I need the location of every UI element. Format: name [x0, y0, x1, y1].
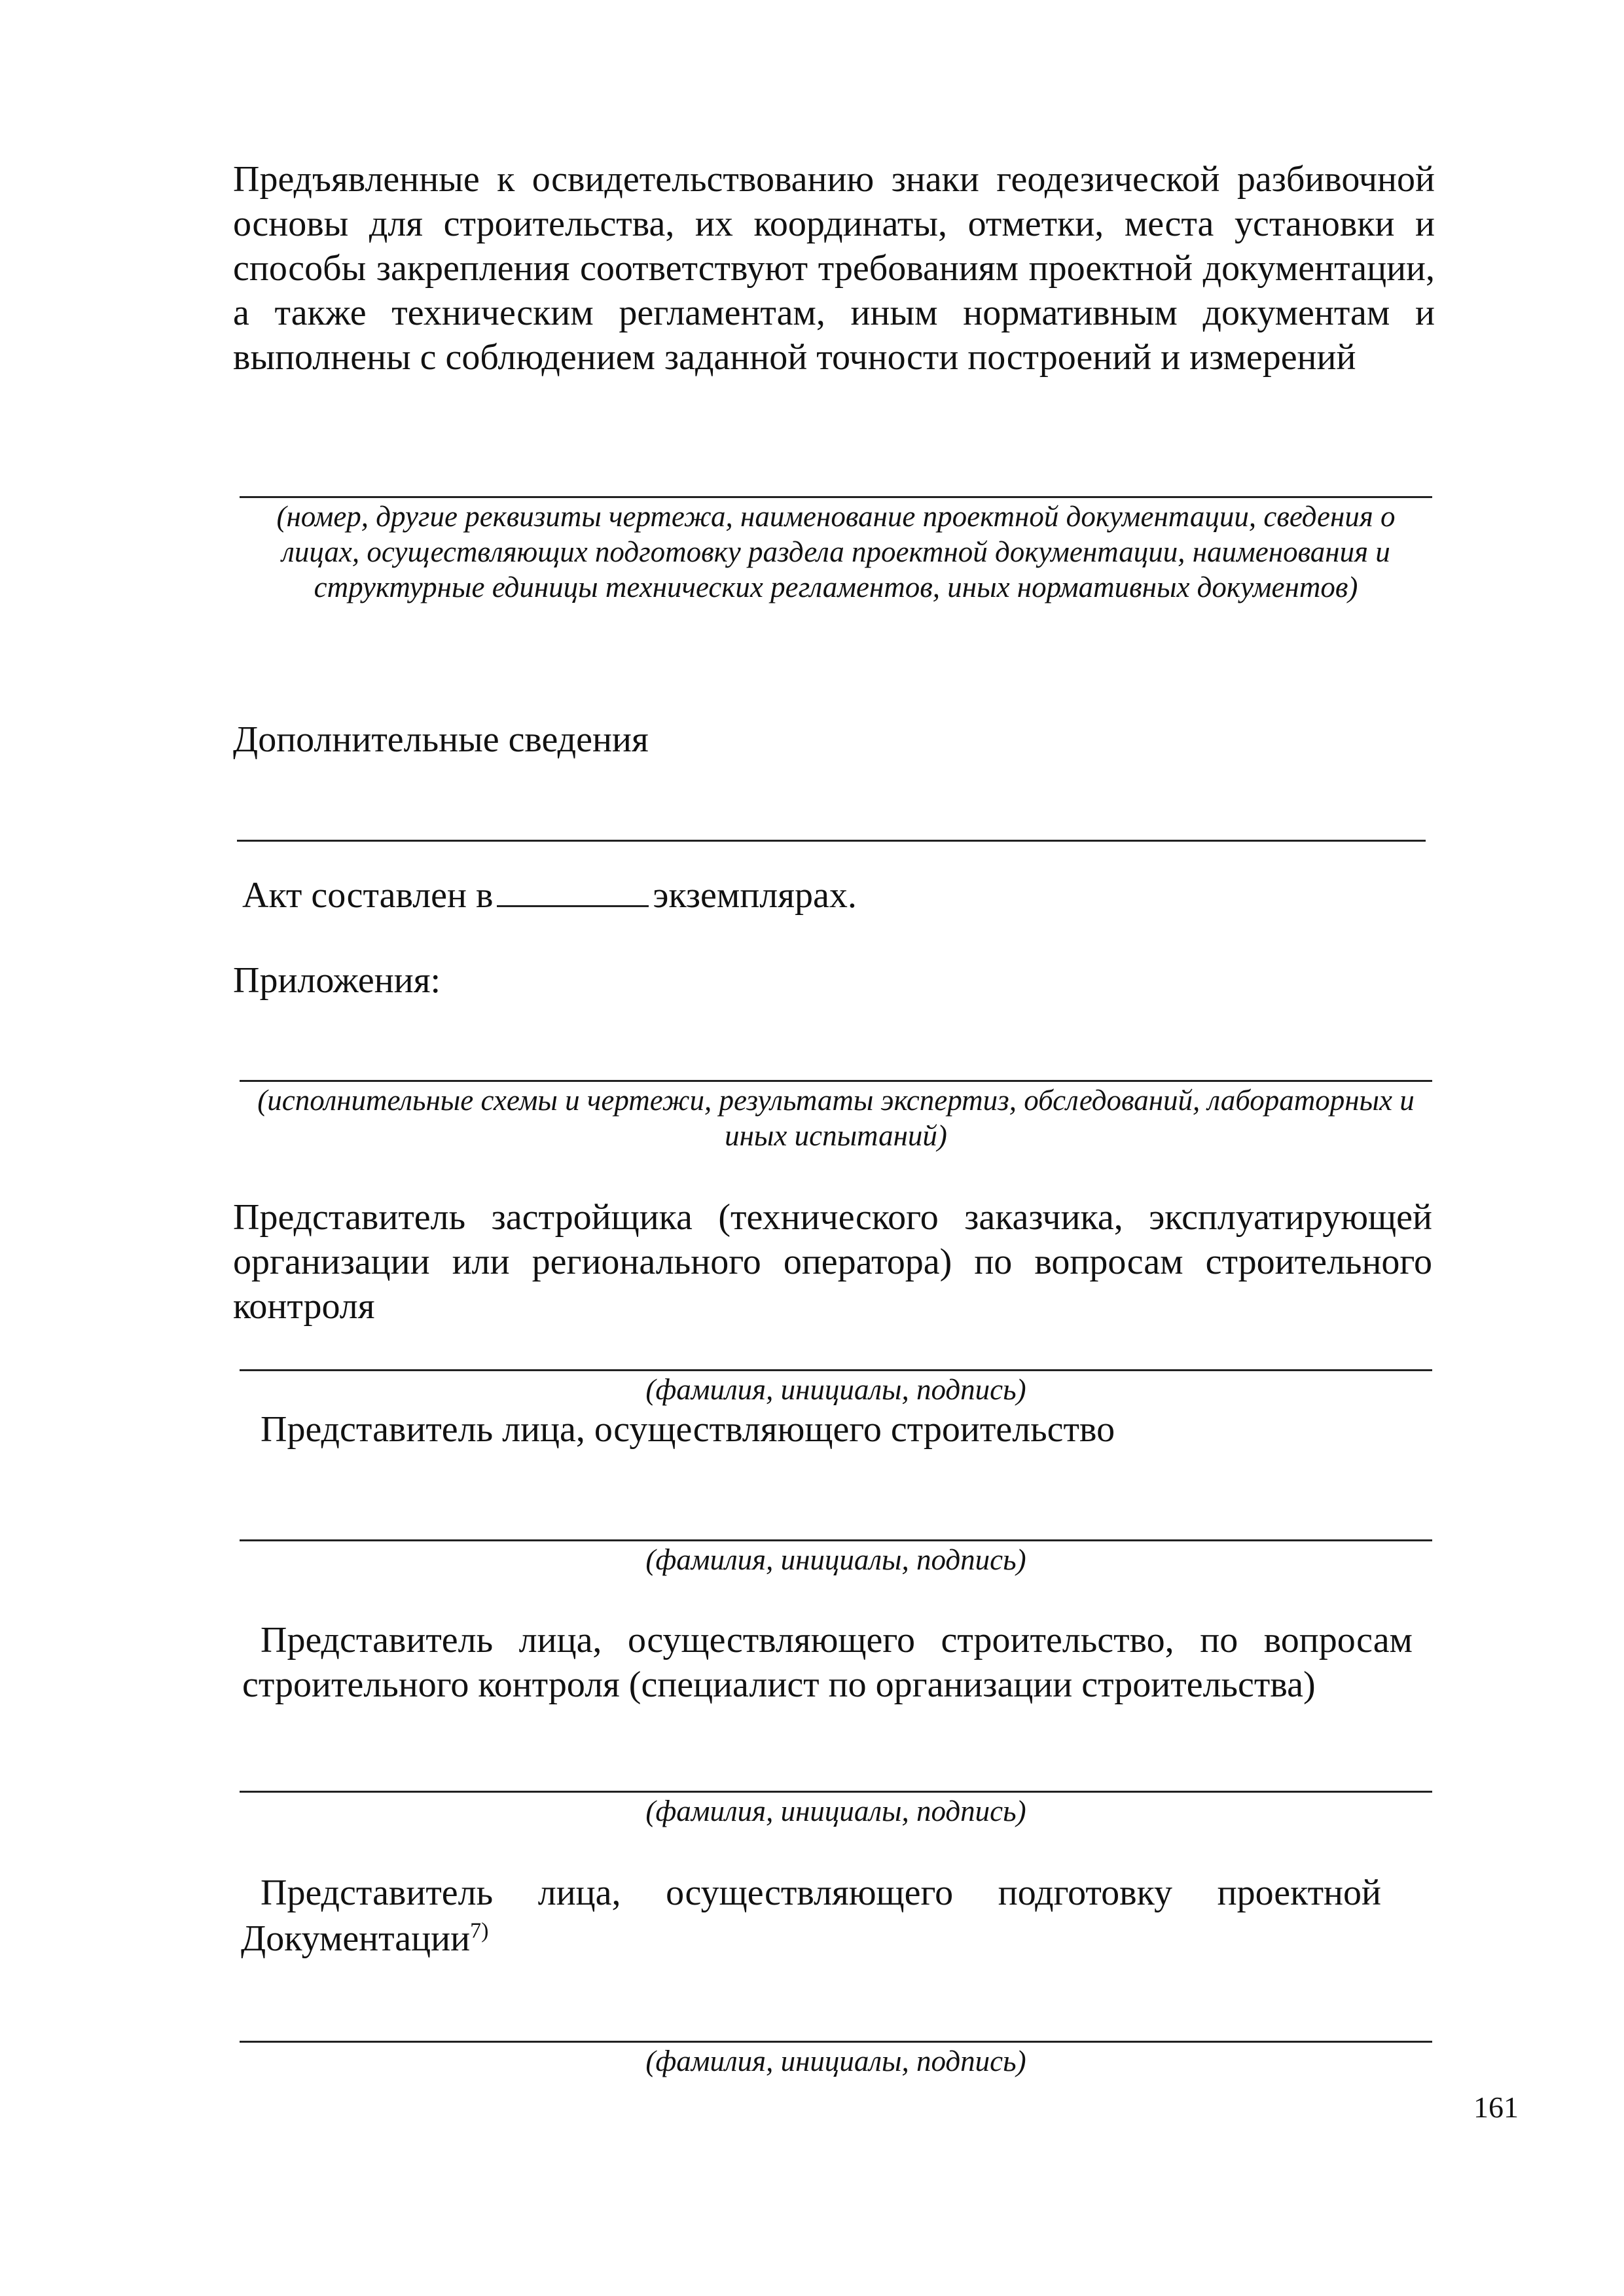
copies-prefix: Акт составлен в — [242, 875, 494, 916]
signature-rule-developer — [240, 1369, 1432, 1371]
signature-role-contractor-control: Представитель лица, осуществляющего строительство, по вопросам строительного контроля (специалист по организации строительства) — [242, 1620, 1413, 1705]
copies-count-blank — [497, 876, 649, 907]
project-docs-rule — [240, 496, 1432, 498]
signature-role-designer-line1: Представитель лица, осуществляющего подготовку проектной — [261, 1873, 1381, 1913]
signature-caption-contractor-control: (фамилия, инициалы, подпись) — [645, 1795, 1026, 1827]
copies-line — [242, 873, 1420, 918]
attachments-label: Приложения: — [233, 960, 441, 1001]
signature-caption-developer: (фамилия, инициалы, подпись) — [645, 1373, 1026, 1406]
signature-rule-contractor — [240, 1539, 1432, 1541]
additional-info-rule — [237, 840, 1426, 842]
attachments-caption: (исполнительные схемы и чертежи, результаты экспертиз, обследований, лабораторных и иных испытаний) — [257, 1084, 1415, 1152]
attachments-rule — [240, 1080, 1432, 1082]
additional-info-label: Дополнительные сведения — [233, 719, 649, 760]
copies-suffix: экземплярах. — [653, 875, 857, 916]
signature-role-designer-line2 — [241, 1916, 1026, 1961]
signature-rule-contractor-control — [240, 1791, 1432, 1793]
signature-role-contractor: Представитель лица, осуществляющего строительство — [261, 1409, 1115, 1450]
signature-rule-designer — [240, 2041, 1432, 2043]
designer-doc-word: Документации — [241, 1918, 471, 1959]
footnote-marker: 7) — [470, 1918, 489, 1943]
signature-caption-contractor: (фамилия, инициалы, подпись) — [645, 1543, 1026, 1576]
page-number: 161 — [1473, 2090, 1519, 2124]
intro-paragraph: Предъявленные к освидетельствованию знаки геодезической разбивочной основы для строительства, их координаты, отметки, места установки и способы закрепления соответствуют требованиям проектной документации, а также техническим регламентам, иным нормативным документам и выполнены с соблюдением заданной точности построений и измерений — [233, 159, 1435, 378]
signature-caption-designer: (фамилия, инициалы, подпись) — [645, 2045, 1026, 2077]
project-docs-caption: (номер, другие реквизиты чертежа, наименование проектной документации, сведения о лицах, осуществляющих подготовку раздела проектной документации, наименования и структурные единицы технических регламентов, иных нормативных документов) — [276, 500, 1396, 603]
signature-role-developer: Представитель застройщика (технического заказчика, эксплуатирующей организации или регионального оператора) по вопросам строительного контроля — [233, 1197, 1432, 1327]
